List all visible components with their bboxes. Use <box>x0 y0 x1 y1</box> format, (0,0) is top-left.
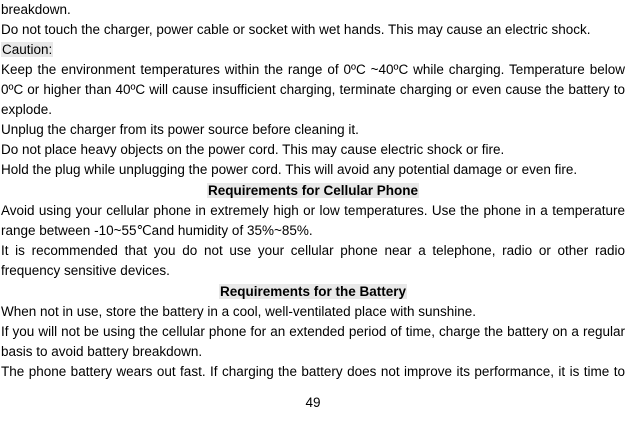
text-line-frequency-devices: frequency sensitive devices. <box>1 263 170 278</box>
text-line-unplug-before-cleaning: Unplug the charger from its power source before cleaning it. <box>1 122 359 137</box>
text-line-temperature-range: range between -10~55℃and humidity of 35%~85%. <box>1 223 313 238</box>
heading-cellular-phone-text: Requirements for Cellular Phone <box>207 183 419 198</box>
text-line-store-battery: When not in use, store the battery in a cool, well-ventilated place with sunshine. <box>1 304 477 319</box>
caution-label-line <box>1 42 625 58</box>
text-line-charging-temperature: Keep the environment temperatures within the range of 0ºC ~40ºC while charging. Temperature below <box>1 62 625 77</box>
text-line-breakdown: breakdown. <box>1 2 71 17</box>
text-line-wet-hands-warning: Do not touch the charger, power cable or socket with wet hands. This may cause an electric shock. <box>1 22 591 37</box>
text-line-explode: explode. <box>1 102 53 117</box>
text-line-avoid-breakdown: basis to avoid battery breakdown. <box>1 344 203 359</box>
text-line-temperature-effects: 0ºC or higher than 40ºC will cause insufficient charging, terminate charging or even cause the battery to <box>1 82 625 97</box>
text-line-battery-wears-out: The phone battery wears out fast. If charging the battery does not improve its performance, it is time to <box>1 364 625 379</box>
text-line-hold-plug: Hold the plug while unplugging the power cord. This will avoid any potential damage or even fire. <box>1 162 578 177</box>
text-line-heavy-objects: Do not place heavy objects on the power cord. This may cause electric shock or fire. <box>1 142 505 157</box>
text-line-avoid-temperatures: Avoid using your cellular phone in extremely high or low temperatures. Use the phone in a temperature <box>1 203 625 218</box>
heading-requirements-battery <box>0 284 626 300</box>
caution-label: Caution: <box>2 42 53 57</box>
heading-battery-text: Requirements for the Battery <box>219 284 407 299</box>
page-number: 49 <box>305 395 321 410</box>
text-line-extended-period: If you will not be using the cellular phone for an extended period of time, charge the battery on a regular <box>1 324 625 339</box>
text-line-radio-devices: It is recommended that you do not use your cellular phone near a telephone, radio or other radio <box>1 243 625 258</box>
heading-requirements-cellular-phone <box>0 183 626 199</box>
